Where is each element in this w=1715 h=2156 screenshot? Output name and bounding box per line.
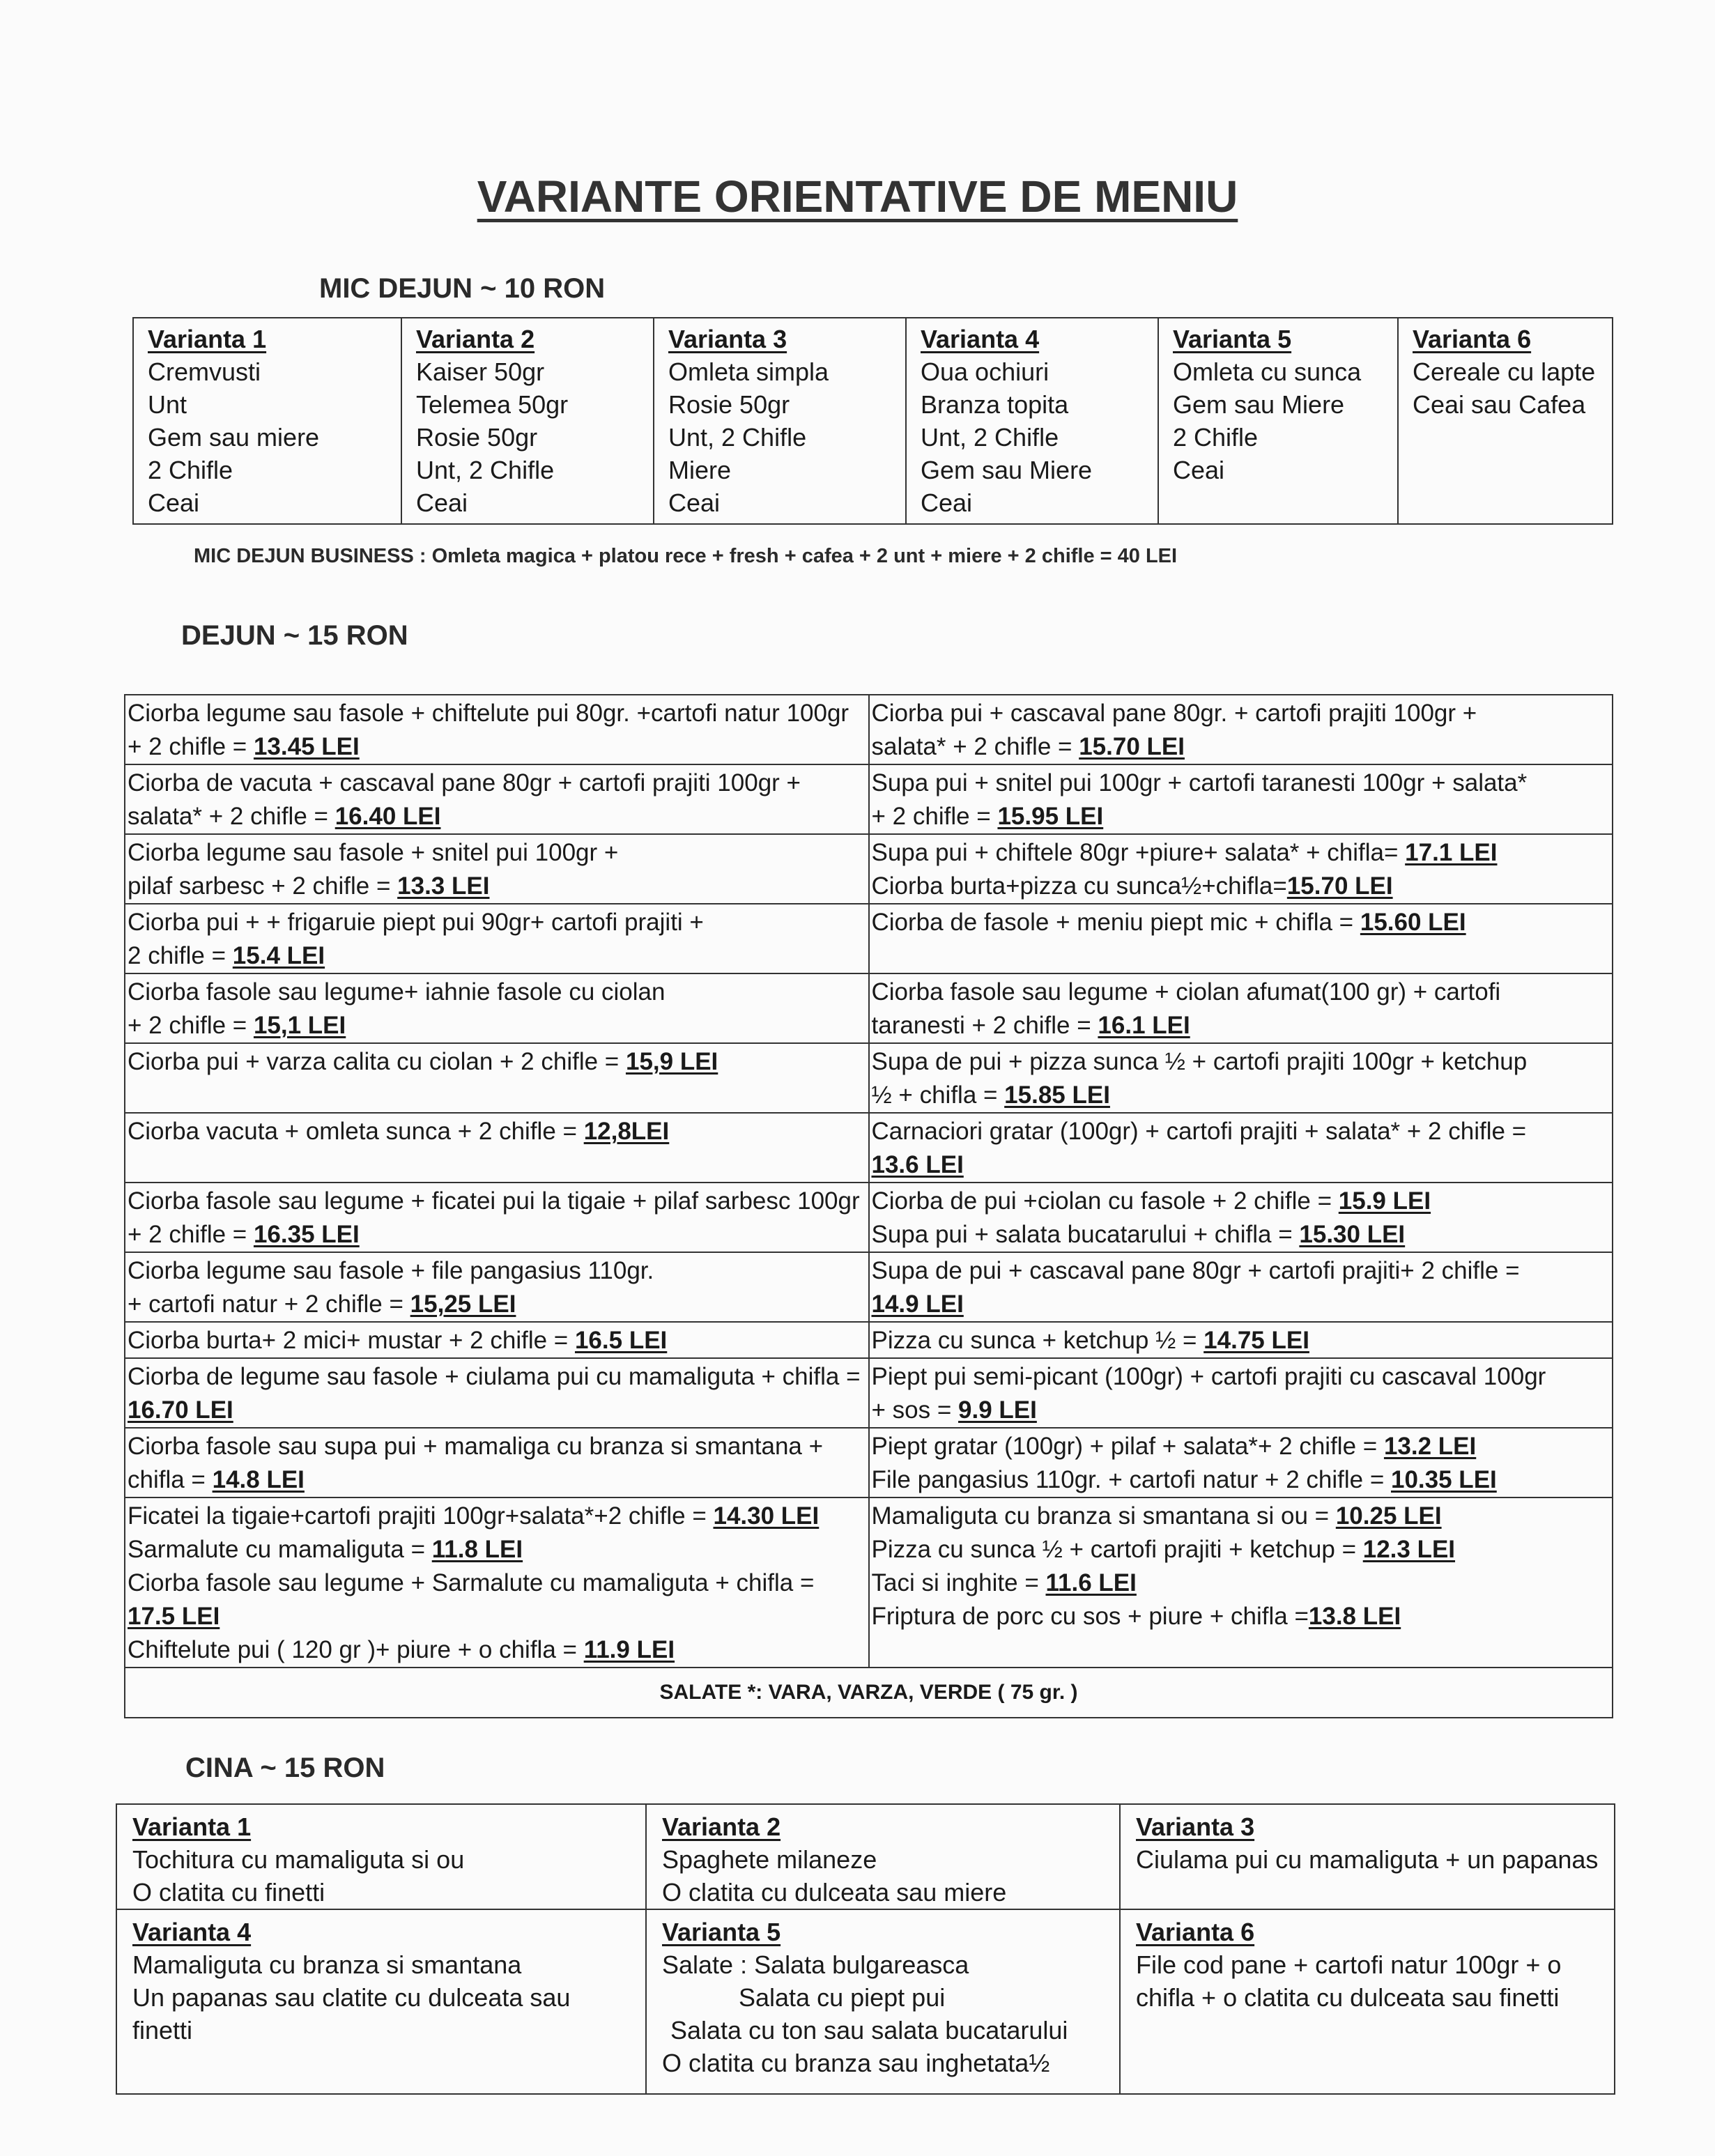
menu-text: + 2 chifle =	[128, 1221, 254, 1248]
menu-text: Ciorba fasole sau legume + ficatei pui la tigaie + pilaf sarbesc 100gr	[128, 1187, 860, 1215]
menu-text: taranesti + 2 chifle =	[871, 1012, 1098, 1039]
price: 13.6 LEI	[871, 1151, 964, 1178]
price: 15.95 LEI	[997, 803, 1104, 830]
lunch-row	[125, 1358, 1613, 1428]
lunch-menu-right	[869, 1113, 1613, 1183]
variant-title: Varianta 5	[662, 1918, 781, 1946]
price: 15.70 LEI	[1286, 872, 1393, 900]
menu-line	[872, 1394, 1610, 1427]
price: 16.1 LEI	[1098, 1012, 1190, 1039]
price: 15,25 LEI	[410, 1291, 516, 1318]
lunch-heading: DEJUN ~ 15 RON	[181, 620, 408, 651]
lunch-menu-left	[125, 1183, 869, 1252]
menu-item: Ciulama pui cu mamaliguta + un papanas	[1136, 1845, 1599, 1874]
menu-item: Unt	[148, 390, 187, 419]
variant-title: Varianta 6	[1136, 1918, 1255, 1946]
breakfast-variant	[1398, 318, 1613, 524]
dinner-variant	[646, 1804, 1120, 1909]
menu-item: Gem sau miere	[148, 423, 320, 452]
menu-text: Sarmalute cu mamaliguta =	[128, 1536, 432, 1563]
menu-text: Ciorba de vacuta + cascaval pane 80gr + cartofi prajiti 100gr +	[128, 769, 801, 796]
menu-text: Piept pui semi-picant (100gr) + cartofi prajiti cu cascaval 100gr	[871, 1363, 1546, 1390]
menu-text: Ciorba legume sau fasole + file pangasius 110gr.	[128, 1257, 654, 1284]
menu-line	[872, 730, 1610, 764]
menu-line	[128, 1115, 866, 1148]
price: 16.70 LEI	[128, 1396, 233, 1424]
breakfast-table	[132, 317, 1613, 525]
menu-line	[128, 1254, 866, 1288]
menu-item: Cremvusti	[148, 357, 261, 386]
lunch-table	[124, 694, 1613, 1718]
menu-item: Cereale cu lapte	[1413, 357, 1596, 386]
dinner-variant	[646, 1909, 1120, 2094]
lunch-row	[125, 695, 1613, 764]
menu-line	[872, 1324, 1610, 1357]
menu-item: File cod pane + cartofi natur 100gr + o	[1136, 1950, 1562, 1979]
menu-item: Salate : Salata bulgareasca	[662, 1950, 969, 1979]
menu-line	[128, 1218, 866, 1252]
menu-item: Gem sau Miere	[1173, 390, 1345, 419]
menu-line	[872, 1360, 1610, 1394]
menu-text: salata* + 2 chifle =	[128, 803, 335, 830]
lunch-menu-left	[125, 1428, 869, 1497]
menu-text: Ciorba burta+pizza cu sunca½+chifla=	[871, 872, 1287, 900]
menu-item: Ceai sau Cafea	[1413, 390, 1586, 419]
lunch-menu-left	[125, 1358, 869, 1428]
price: 15,9 LEI	[625, 1048, 718, 1075]
variant-title: Varianta 4	[921, 325, 1040, 353]
price: 15.30 LEI	[1299, 1221, 1406, 1248]
menu-item: Tochitura cu mamaliguta si ou	[132, 1845, 465, 1874]
menu-line	[872, 1115, 1610, 1148]
business-breakfast-note: MIC DEJUN BUSINESS : Omleta magica + platou rece + fresh + cafea + 2 unt + miere + 2 chifle = 40 LEI	[194, 545, 1178, 567]
menu-item: Telemea 50gr	[416, 390, 569, 419]
lunch-menu-left	[125, 1322, 869, 1358]
breakfast-variant	[133, 318, 401, 524]
menu-text: Ciorba fasole sau legume+ iahnie fasole cu ciolan	[128, 978, 666, 1006]
lunch-menu-right	[869, 1183, 1613, 1252]
menu-item: Miere	[668, 456, 732, 484]
menu-line	[128, 1324, 866, 1357]
price: 11.6 LEI	[1045, 1569, 1137, 1596]
menu-text: Supa pui + salata bucatarului + chifla =	[871, 1221, 1300, 1248]
price: 12,8LEI	[583, 1118, 670, 1145]
menu-text: 2 chifle =	[128, 942, 233, 969]
lunch-row	[125, 1252, 1613, 1322]
menu-line	[872, 1185, 1610, 1218]
menu-item: Kaiser 50gr	[416, 357, 545, 386]
breakfast-variant	[906, 318, 1158, 524]
menu-line	[872, 976, 1610, 1009]
menu-text: Ficatei la tigaie+cartofi prajiti 100gr+salata*+2 chifle =	[128, 1502, 714, 1530]
menu-text: Supa pui + snitel pui 100gr + cartofi taranesti 100gr + salata*	[871, 769, 1528, 796]
menu-text: Mamaliguta cu branza si smantana si ou =	[871, 1502, 1336, 1530]
menu-line	[128, 1394, 866, 1427]
price: 15.60 LEI	[1360, 909, 1466, 936]
menu-line	[872, 906, 1610, 939]
menu-text: + cartofi natur + 2 chifle =	[128, 1291, 410, 1318]
lunch-row	[125, 1497, 1613, 1668]
dinner-variant	[116, 1909, 646, 2094]
menu-line	[128, 1633, 866, 1667]
menu-text: Ciorba de fasole + meniu piept mic + chifla =	[871, 909, 1360, 936]
lunch-menu-right	[869, 764, 1613, 834]
price: 16.35 LEI	[253, 1221, 360, 1248]
lunch-menu-left	[125, 1113, 869, 1183]
menu-item: Un papanas sau clatite cu dulceata sau	[132, 1983, 571, 2012]
menu-line	[128, 1430, 866, 1463]
price: 15,1 LEI	[253, 1012, 346, 1039]
price: 13.45 LEI	[253, 733, 360, 760]
menu-item: Omleta cu sunca	[1173, 357, 1362, 386]
lunch-row	[125, 764, 1613, 834]
lunch-menu-left	[125, 904, 869, 973]
menu-item: Unt, 2 Chifle	[416, 456, 555, 484]
menu-line	[872, 1009, 1610, 1042]
dinner-variant	[1120, 1909, 1615, 2094]
menu-item: Salata cu ton sau salata bucatarului	[670, 2016, 1068, 2045]
menu-line	[128, 1009, 866, 1042]
menu-text: Chiftelute pui ( 120 gr )+ piure + o chifla =	[128, 1636, 584, 1663]
menu-text: Ciorba pui + cascaval pane 80gr. + cartofi prajiti 100gr +	[871, 700, 1477, 727]
menu-line	[872, 1045, 1610, 1079]
menu-text: Carnaciori gratar (100gr) + cartofi prajiti + salata* + 2 chifle =	[871, 1118, 1527, 1145]
salad-footnote: SALATE *: VARA, VARZA, VERDE ( 75 gr. )	[125, 1668, 1613, 1718]
menu-line	[128, 767, 866, 800]
menu-line	[872, 870, 1610, 903]
menu-text: pilaf sarbesc + 2 chifle =	[128, 872, 398, 900]
lunch-menu-right	[869, 904, 1613, 973]
lunch-menu-left	[125, 1043, 869, 1113]
menu-text: + 2 chifle =	[128, 1012, 254, 1039]
menu-line	[872, 1463, 1610, 1497]
menu-line	[128, 1045, 866, 1079]
lunch-row	[125, 1043, 1613, 1113]
menu-line	[128, 1500, 866, 1533]
menu-text: Ciorba de legume sau fasole + ciulama pui cu mamaliguta + chifla =	[128, 1363, 861, 1390]
menu-text: + 2 chifle =	[871, 803, 998, 830]
breakfast-heading: MIC DEJUN ~ 10 RON	[319, 273, 606, 304]
menu-line	[128, 1463, 866, 1497]
menu-text: Ciorba legume sau fasole + snitel pui 100gr +	[128, 839, 619, 866]
price: 14.8 LEI	[212, 1466, 305, 1493]
menu-item: 2 Chifle	[1173, 423, 1259, 452]
menu-item: Rosie 50gr	[416, 423, 538, 452]
menu-item: Rosie 50gr	[668, 390, 790, 419]
menu-line	[128, 1288, 866, 1321]
price: 14.75 LEI	[1203, 1327, 1309, 1354]
menu-line	[872, 1288, 1610, 1321]
menu-line	[872, 1566, 1610, 1600]
menu-line	[872, 1148, 1610, 1182]
menu-line	[872, 800, 1610, 833]
variant-title: Varianta 1	[132, 1812, 252, 1841]
price: 10.25 LEI	[1335, 1502, 1442, 1530]
lunch-menu-right	[869, 834, 1613, 904]
price: 17.1 LEI	[1405, 839, 1498, 866]
dinner-variant	[116, 1804, 646, 1909]
price: 15.70 LEI	[1079, 733, 1185, 760]
menu-item: Ceai	[148, 488, 200, 517]
dinner-heading: CINA ~ 15 RON	[185, 1753, 385, 1783]
menu-line	[872, 836, 1610, 870]
menu-line	[872, 1600, 1610, 1633]
menu-line	[128, 870, 866, 903]
price: 13.3 LEI	[397, 872, 490, 900]
lunch-row	[125, 834, 1613, 904]
menu-text: Ciorba de pui +ciolan cu fasole + 2 chifle =	[871, 1187, 1339, 1215]
lunch-row	[125, 1113, 1613, 1183]
lunch-menu-right	[869, 973, 1613, 1043]
menu-item: Mamaliguta cu branza si smantana	[132, 1950, 522, 1979]
menu-text: Ciorba fasole sau supa pui + mamaliga cu branza si smantana +	[128, 1433, 824, 1460]
menu-item: Branza topita	[921, 390, 1069, 419]
variant-title: Varianta 3	[1136, 1812, 1255, 1841]
breakfast-variant	[401, 318, 654, 524]
menu-text: Friptura de porc cu sos + piure + chifla =	[871, 1603, 1309, 1630]
price: 16.40 LEI	[334, 803, 441, 830]
menu-line	[128, 1566, 866, 1600]
menu-item: Gem sau Miere	[921, 456, 1093, 484]
menu-line	[128, 939, 866, 973]
variant-title: Varianta 1	[148, 325, 267, 353]
menu-item: Omleta simpla	[668, 357, 829, 386]
menu-item: Ceai	[416, 488, 468, 517]
menu-text: Taci si inghite =	[871, 1569, 1046, 1596]
lunch-menu-left	[125, 973, 869, 1043]
lunch-menu-left	[125, 764, 869, 834]
lunch-menu-right	[869, 695, 1613, 764]
menu-line	[128, 730, 866, 764]
lunch-menu-right	[869, 1358, 1613, 1428]
menu-line	[872, 1079, 1610, 1112]
menu-item: Ceai	[1173, 456, 1225, 484]
menu-line	[128, 1600, 866, 1633]
menu-line	[128, 800, 866, 833]
menu-line	[128, 1185, 866, 1218]
menu-line	[128, 1360, 866, 1394]
menu-text: Ciorba pui + varza calita cu ciolan + 2 chifle =	[128, 1048, 626, 1075]
price: 13.8 LEI	[1308, 1603, 1401, 1630]
menu-item: Spaghete milaneze	[662, 1845, 877, 1874]
lunch-menu-left	[125, 1497, 869, 1668]
menu-line	[872, 1430, 1610, 1463]
menu-text: salata* + 2 chifle =	[871, 733, 1079, 760]
menu-line	[872, 1254, 1610, 1288]
lunch-row	[125, 1322, 1613, 1358]
menu-text: File pangasius 110gr. + cartofi natur + 2 chifle =	[871, 1466, 1391, 1493]
menu-text: + 2 chifle =	[128, 733, 254, 760]
menu-item: 2 Chifle	[148, 456, 233, 484]
variant-title: Varianta 2	[416, 325, 535, 353]
price: 11.9 LEI	[583, 1636, 675, 1663]
lunch-menu-left	[125, 1252, 869, 1322]
menu-text: Pizza cu sunca ½ + cartofi prajiti + ketchup =	[871, 1536, 1363, 1563]
menu-line	[128, 697, 866, 730]
lunch-menu-right	[869, 1322, 1613, 1358]
lunch-menu-right	[869, 1252, 1613, 1322]
breakfast-variant	[654, 318, 906, 524]
lunch-row	[125, 904, 1613, 973]
page-title: VARIANTE ORIENTATIVE DE MENIU	[477, 171, 1238, 222]
price: 15.4 LEI	[232, 942, 325, 969]
menu-text: Supa de pui + pizza sunca ½ + cartofi prajiti 100gr + ketchup	[871, 1048, 1528, 1075]
price: 17.5 LEI	[128, 1603, 220, 1630]
menu-text: Ciorba pui + + frigaruie piept pui 90gr+ cartofi prajiti +	[128, 909, 704, 936]
menu-item: Ceai	[668, 488, 721, 517]
menu-line	[872, 1533, 1610, 1566]
menu-item: O clatita cu branza sau inghetata½	[662, 2049, 1050, 2077]
menu-line	[128, 1533, 866, 1566]
menu-item: chifla + o clatita cu dulceata sau finetti	[1136, 1983, 1560, 2012]
menu-line	[872, 697, 1610, 730]
dinner-variant	[1120, 1804, 1615, 1909]
lunch-menu-right	[869, 1497, 1613, 1668]
lunch-row	[125, 1183, 1613, 1252]
price: 13.2 LEI	[1383, 1433, 1477, 1460]
price: 9.9 LEI	[958, 1396, 1037, 1424]
variant-title: Varianta 5	[1173, 325, 1292, 353]
menu-line	[872, 1500, 1610, 1533]
menu-item: Unt, 2 Chifle	[668, 423, 807, 452]
dinner-table	[116, 1803, 1615, 2095]
lunch-menu-right	[869, 1428, 1613, 1497]
price: 10.35 LEI	[1391, 1466, 1497, 1493]
menu-text: Ciorba fasole sau legume + Sarmalute cu mamaliguta + chifla =	[128, 1569, 815, 1596]
menu-item: Ceai	[921, 488, 973, 517]
menu-line	[872, 1218, 1610, 1252]
price: 11.8 LEI	[431, 1536, 523, 1563]
lunch-row	[125, 973, 1613, 1043]
menu-text: Ciorba burta+ 2 mici+ mustar + 2 chifle =	[128, 1327, 575, 1354]
menu-item: Unt, 2 Chifle	[921, 423, 1059, 452]
variant-title: Varianta 6	[1413, 325, 1532, 353]
menu-line	[128, 976, 866, 1009]
menu-text: ½ + chifla =	[871, 1081, 1005, 1109]
menu-item: O clatita cu dulceata sau miere	[662, 1878, 1007, 1907]
menu-text: Supa de pui + cascaval pane 80gr + cartofi prajiti+ 2 chifle =	[871, 1257, 1520, 1284]
variant-title: Varianta 3	[668, 325, 787, 353]
price: 14.9 LEI	[871, 1291, 964, 1318]
price: 14.30 LEI	[713, 1502, 820, 1530]
menu-text: Ciorba fasole sau legume + ciolan afumat(100 gr) + cartofi	[871, 978, 1501, 1006]
lunch-row	[125, 1428, 1613, 1497]
menu-line	[128, 836, 866, 870]
price: 15.9 LEI	[1338, 1187, 1431, 1215]
menu-text: Pizza cu sunca + ketchup ½ =	[871, 1327, 1204, 1354]
menu-item: O clatita cu finetti	[132, 1878, 325, 1907]
menu-line	[128, 906, 866, 939]
menu-text: chifla =	[128, 1466, 213, 1493]
menu-line	[872, 767, 1610, 800]
lunch-menu-left	[125, 695, 869, 764]
menu-text: Ciorba legume sau fasole + chiftelute pui 80gr. +cartofi natur 100gr	[128, 700, 849, 727]
variant-title: Varianta 4	[132, 1918, 252, 1946]
lunch-menu-left	[125, 834, 869, 904]
price: 15.85 LEI	[1004, 1081, 1110, 1109]
breakfast-variant	[1158, 318, 1398, 524]
menu-text: Supa pui + chiftele 80gr +piure+ salata* + chifla=	[871, 839, 1406, 866]
price: 16.5 LEI	[574, 1327, 668, 1354]
lunch-menu-right	[869, 1043, 1613, 1113]
menu-text: Ciorba vacuta + omleta sunca + 2 chifle =	[128, 1118, 584, 1145]
menu-text: Piept gratar (100gr) + pilaf + salata*+ 2 chifle =	[871, 1433, 1384, 1460]
variant-title: Varianta 2	[662, 1812, 781, 1841]
menu-text: + sos =	[871, 1396, 959, 1424]
menu-item: Oua ochiuri	[921, 357, 1049, 386]
price: 12.3 LEI	[1362, 1536, 1456, 1563]
menu-item: Salata cu piept pui	[739, 1983, 946, 2012]
menu-item: finetti	[132, 2016, 193, 2045]
